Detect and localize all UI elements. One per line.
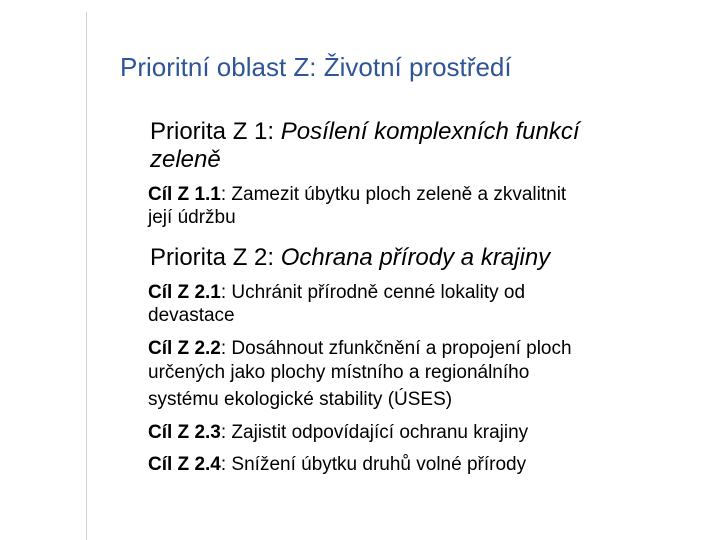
list-item-goal-z2-2 <box>130 338 572 360</box>
item-label: Cíl Z 1.1 <box>148 184 221 205</box>
item-text: Zamezit úbytku ploch zeleně a zkvalitnit <box>226 184 567 205</box>
item-label: Priorita Z 1 <box>150 118 268 145</box>
item-separator: : <box>267 244 275 271</box>
list-item-priority-z2 <box>130 244 550 272</box>
item-separator: : <box>220 422 227 443</box>
item-text: Zajistit odpovídající ochranu krajiny <box>226 422 529 443</box>
item-label: Cíl Z 2.3 <box>148 422 221 443</box>
item-separator: : <box>267 118 275 145</box>
item-text-continuation: určených jako plochy místního a regionálního <box>148 362 530 383</box>
item-text: Snížení úbytku druhů volné přírody <box>226 454 527 475</box>
item-text: Uchránit přírodně cenné lokality od <box>226 282 526 303</box>
item-separator: : <box>220 184 227 205</box>
slide-title: Prioritní oblast Z: Životní prostředí <box>120 52 512 82</box>
list-item-goal-z1-1 <box>130 184 566 206</box>
item-text-continuation: systému ekologické stability (ÚSES) <box>148 389 453 410</box>
item-text: Dosáhnout zfunkčnění a propojení ploch <box>226 338 572 359</box>
item-separator: : <box>220 338 227 359</box>
item-label: Cíl Z 2.1 <box>148 282 221 303</box>
item-label: Cíl Z 2.2 <box>148 338 221 359</box>
item-text: Ochrana přírody a krajiny <box>274 244 551 271</box>
list-item-priority-z1 <box>130 118 580 146</box>
item-text-continuation: zeleně <box>150 146 221 173</box>
item-separator: : <box>220 454 227 475</box>
item-text: Posílení komplexních funkcí <box>274 118 580 145</box>
item-text-continuation: její údržbu <box>148 207 236 228</box>
item-label: Priorita Z 2 <box>150 244 268 271</box>
list-item-goal-z2-4 <box>130 454 526 476</box>
item-label: Cíl Z 2.4 <box>148 454 221 475</box>
list-item-goal-z2-3 <box>130 422 528 444</box>
item-separator: : <box>220 282 227 303</box>
list-item-goal-z2-1 <box>130 282 525 304</box>
item-text-continuation: devastace <box>148 305 235 326</box>
